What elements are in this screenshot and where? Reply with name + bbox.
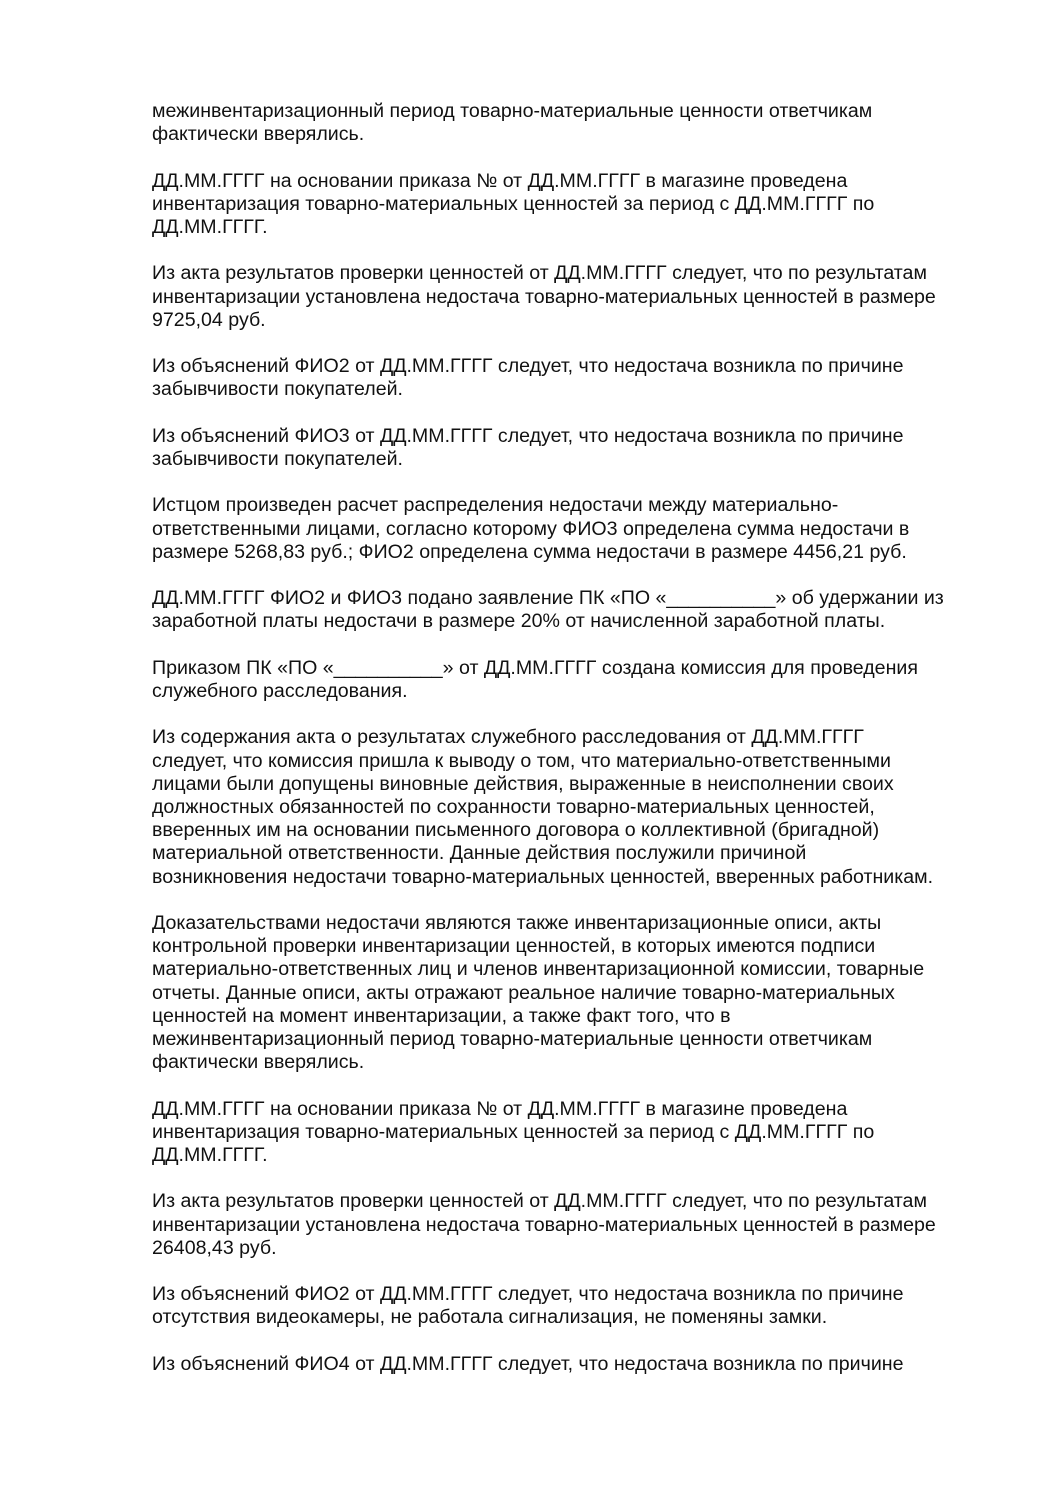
paragraph: Из акта результатов проверки ценностей от ДД.ММ.ГГГГ следует, что по результатам инвентаризации установлена недостача товарно-материальных ценностей в размере 9725,04 руб. [152,262,936,331]
paragraph: Из объяснений ФИО2 от ДД.ММ.ГГГГ следует, что недостача возникла по причине отсутствия видеокамеры, не работала сигнализация, не поменяны замки. [152,1283,904,1329]
document-body [152,100,992,1376]
paragraph: межинвентаризационный период товарно-материальные ценности ответчикам фактически вверялись. [152,100,873,146]
paragraph: Из объяснений ФИО3 от ДД.ММ.ГГГГ следует, что недостача возникла по причине забывчивости покупателей. [152,424,904,470]
paragraph: Из акта результатов проверки ценностей от ДД.ММ.ГГГГ следует, что по результатам инвентаризации установлена недостача товарно-материальных ценностей в размере 26408,43 руб. [152,1190,936,1259]
paragraph: Из содержания акта о результатах служебного расследования от ДД.ММ.ГГГГ следует, что комиссия пришла к выводу о том, что материально-ответственными лицами были допущены виновные действия, выраженные в неисполнении своих должностных обязанностей по сохранности товарно-материальных ценностей, вверенных им на основании письменного договора о коллективной (бригадной) материальной ответственности. Данные действия послужили причиной возникновения недостачи товарно-материальных ценностей, вверенных работникам. [152,726,934,888]
paragraph: Из объяснений ФИО4 от ДД.ММ.ГГГГ следует, что недостача возникла по причине [152,1352,904,1375]
paragraph: Из объяснений ФИО2 от ДД.ММ.ГГГГ следует, что недостача возникла по причине забывчивости покупателей. [152,355,904,401]
paragraph: Доказательствами недостачи являются также инвентаризационные описи, акты контрольной проверки инвентаризации ценностей, в которых имеются подписи материально-ответственных лиц и членов инвентаризационной комиссии, товарные отчеты. Данные описи, акты отражают реальное наличие товарно-материальных ценностей на момент инвентаризации, а также факт того, что в межинвентаризационный период товарно-материальные ценности ответчикам фактически вверялись. [152,911,925,1074]
paragraph: Приказом ПК «ПО «__________» от ДД.ММ.ГГГГ создана комиссия для проведения служебного расследования. [152,656,918,702]
paragraph: Истцом произведен расчет распределения недостачи между материально- ответственными лицами, согласно которому ФИО3 определена сумма недостачи в размере 5268,83 руб.; ФИО2 определена сумма недостачи в размере 4456,21 руб. [152,494,910,563]
paragraph: ДД.ММ.ГГГГ ФИО2 и ФИО3 подано заявление ПК «ПО «__________» об удержании из заработной платы недостачи в размере 20% от начисленной заработной платы. [152,587,944,633]
paragraph: ДД.ММ.ГГГГ на основании приказа № от ДД.ММ.ГГГГ в магазине проведена инвентаризация товарно-материальных ценностей за период с ДД.ММ.ГГГГ по ДД.ММ.ГГГГ. [152,169,875,238]
paragraph: ДД.ММ.ГГГГ на основании приказа № от ДД.ММ.ГГГГ в магазине проведена инвентаризация товарно-материальных ценностей за период с ДД.ММ.ГГГГ по ДД.ММ.ГГГГ. [152,1097,875,1166]
